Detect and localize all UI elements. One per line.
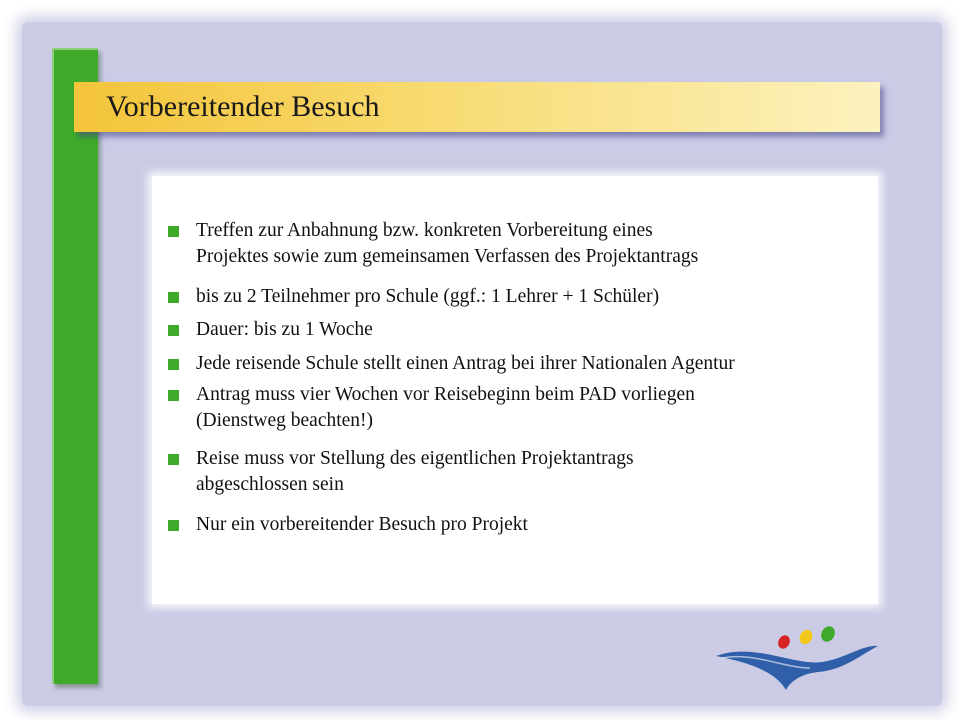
bullet-text-line1: Treffen zur Anbahnung bzw. konkreten Vorbereitung eines — [196, 220, 653, 241]
bullet-text-line1: Dauer: bis zu 1 Woche — [196, 319, 373, 340]
bullet-item — [168, 317, 868, 343]
socrates-logo-icon — [714, 622, 880, 692]
slide-title: Vorbereitender Besuch — [106, 90, 380, 123]
bullet-text-line2: (Dienstweg beachten!) — [196, 410, 374, 431]
bullet-square-icon — [168, 520, 179, 531]
bullet-square-icon — [168, 454, 179, 465]
bullet-square-icon — [168, 325, 179, 336]
bullet-text-line1: Nur ein vorbereitender Besuch pro Projekt — [196, 514, 528, 535]
content-box — [152, 176, 878, 604]
bullet-item — [168, 446, 868, 498]
bullet-square-icon — [168, 359, 179, 370]
bullet-text-line2: Projektes sowie zum gemeinsamen Verfassen des Projektantrags — [196, 246, 699, 267]
bullet-square-icon — [168, 390, 179, 401]
bullet-text-line2: abgeschlossen sein — [196, 474, 344, 495]
bullet-item — [168, 284, 868, 310]
bullet-text-line1: Antrag muss vier Wochen vor Reisebeginn beim PAD vorliegen — [196, 384, 695, 405]
bullet-square-icon — [168, 226, 179, 237]
bullet-item — [168, 382, 868, 434]
bullet-square-icon — [168, 292, 179, 303]
green-side-bar — [52, 48, 98, 684]
bullet-item — [168, 351, 868, 377]
bullet-text-line1: bis zu 2 Teilnehmer pro Schule (ggf.: 1 Lehrer + 1 Schüler) — [196, 286, 660, 307]
bullet-item — [168, 512, 868, 538]
title-bar — [74, 82, 880, 132]
bullet-item — [168, 218, 868, 270]
bullet-text-line1: Jede reisende Schule stellt einen Antrag bei ihrer Nationalen Agentur — [196, 353, 735, 374]
bullet-text-line1: Reise muss vor Stellung des eigentlichen Projektantrags — [196, 448, 634, 469]
